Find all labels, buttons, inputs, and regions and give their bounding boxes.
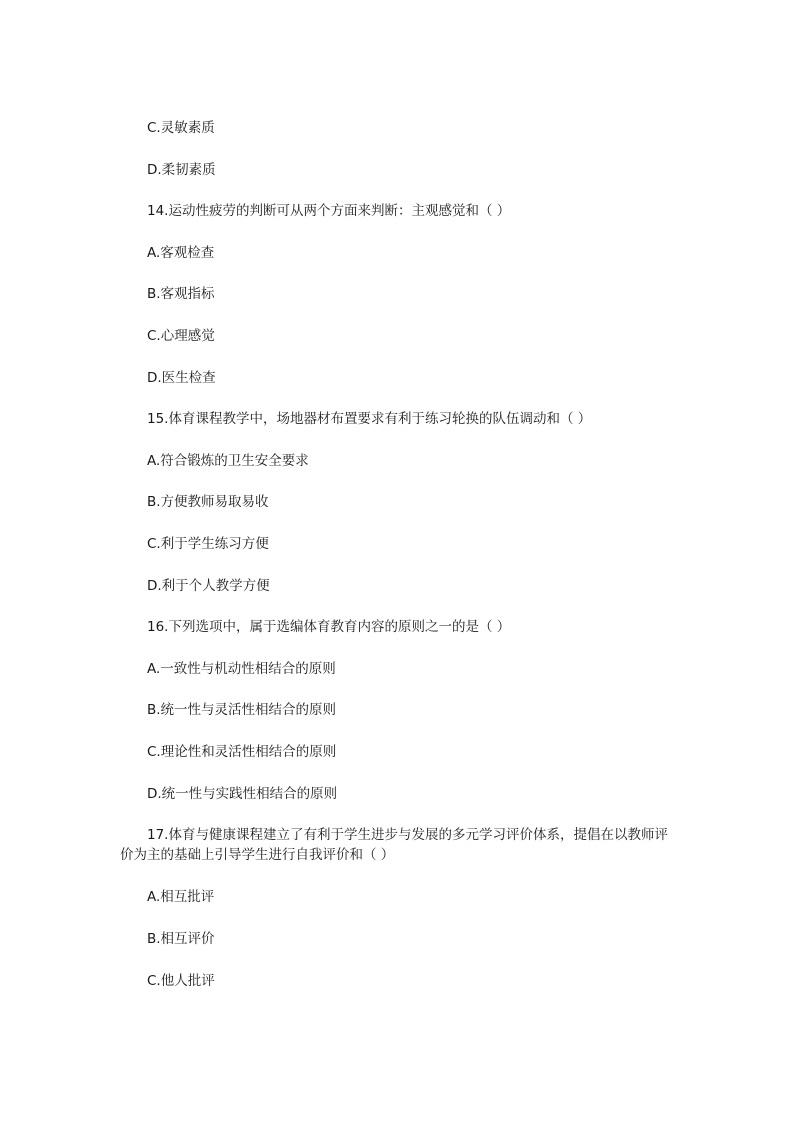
option-a-q17: A.相互批评 bbox=[147, 889, 215, 905]
question-16: 16.下列选项中，属于选编体育教育内容的原则之一的是（ ） bbox=[147, 619, 511, 635]
option-b-q15: B.方便教师易取易收 bbox=[147, 494, 269, 510]
option-c-q17: C.他人批评 bbox=[147, 973, 215, 989]
option-d-q13: D.柔韧素质 bbox=[147, 162, 216, 178]
option-b-q16: B.统一性与灵活性相结合的原则 bbox=[147, 702, 337, 718]
question-15: 15.体育课程教学中，场地器材布置要求有利于练习轮换的队伍调动和（ ） bbox=[147, 411, 592, 427]
option-d-q16: D.统一性与实践性相结合的原则 bbox=[147, 786, 338, 802]
option-c-q16: C.理论性和灵活性相结合的原则 bbox=[147, 744, 337, 760]
question-17: 17.体育与健康课程建立了有利于学生进步与发展的多元学习评价体系，提倡在以教师评价为主的基础上引导学生进行自我评价和（ ） bbox=[120, 827, 668, 863]
option-c-q13: C.灵敏素质 bbox=[147, 120, 215, 136]
option-a-q16: A.一致性与机动性相结合的原则 bbox=[147, 661, 336, 677]
option-a-q15: A.符合锻炼的卫生安全要求 bbox=[147, 453, 309, 469]
option-c-q15: C.利于学生练习方便 bbox=[147, 536, 269, 552]
option-d-q15: D.利于个人教学方便 bbox=[147, 578, 270, 594]
option-d-q14: D.医生检查 bbox=[147, 370, 216, 386]
option-c-q14: C.心理感觉 bbox=[147, 328, 215, 344]
option-b-q17: B.相互评价 bbox=[147, 931, 215, 947]
option-b-q14: B.客观指标 bbox=[147, 286, 215, 302]
question-14: 14.运动性疲劳的判断可从两个方面来判断：主观感觉和（ ） bbox=[147, 203, 511, 219]
option-a-q14: A.客观检查 bbox=[147, 245, 215, 261]
